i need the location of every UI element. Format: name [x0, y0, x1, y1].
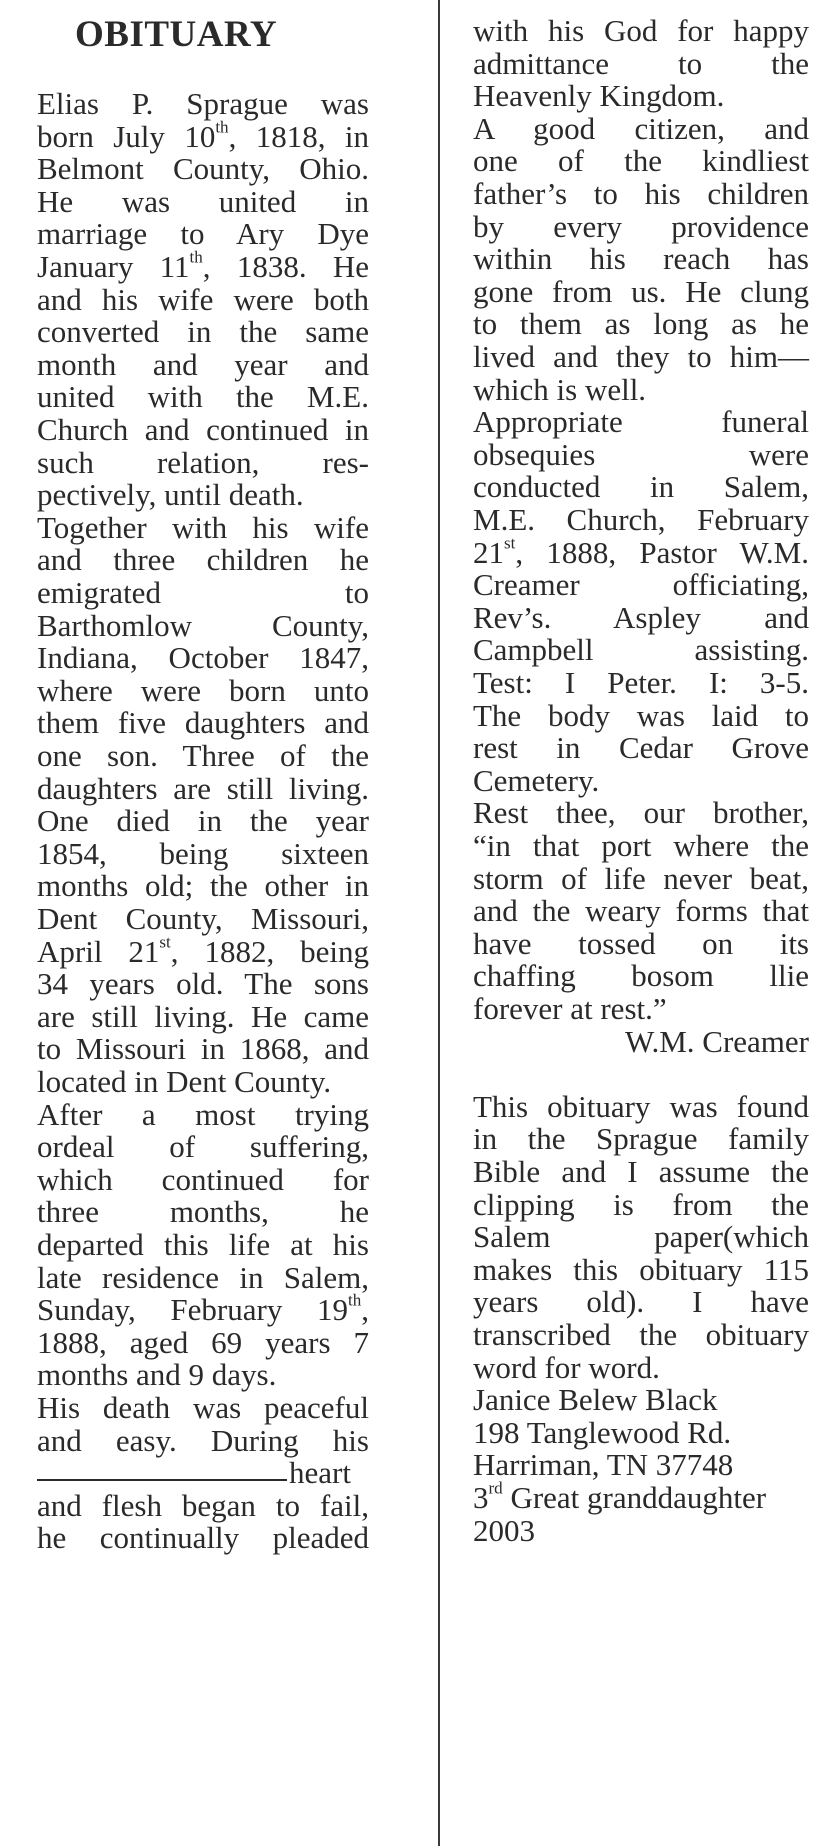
line-text: gone from us. He clung	[473, 273, 809, 309]
line-text: converted in the same	[37, 314, 369, 350]
line-text: Creamer officiating,	[473, 567, 809, 603]
line-text: 198 Tanglewood Rd.	[473, 1414, 732, 1450]
column-divider	[438, 0, 440, 1846]
line-text: January 11	[37, 249, 190, 284]
line-text: forever at rest.”	[473, 991, 667, 1026]
text-line	[473, 1512, 809, 1550]
line-text: Campbell assisting.	[473, 632, 809, 668]
line-text: Rev’s. Aspley and	[473, 599, 809, 635]
line-text: “in that port where the	[473, 828, 809, 863]
line-text: , 1882, being	[170, 933, 369, 969]
blank-rule	[37, 1479, 287, 1481]
line-text: Great granddaughter	[502, 1480, 767, 1515]
line-text: Appropriate funeral	[473, 404, 809, 440]
line-text: Church and continued in	[37, 412, 369, 447]
line-text: Harriman, TN 37748	[473, 1447, 734, 1483]
text-line	[37, 1519, 369, 1557]
line-text: united with the M.E.	[37, 379, 369, 415]
line-text: Cemetery.	[473, 762, 600, 798]
line-text: 1888, aged 69 years 7	[37, 1324, 369, 1360]
line-text: such relation, res-	[37, 444, 369, 480]
line-text: born July 10	[37, 118, 216, 154]
line-text: W.M. Creamer	[625, 1023, 809, 1059]
line-text: marriage to Ary Dye	[37, 216, 369, 252]
line-text: April 21	[37, 933, 160, 969]
line-text: years old). I have	[473, 1284, 809, 1320]
superscript: th	[189, 247, 203, 267]
superscript: st	[159, 932, 171, 952]
line-text: makes this obituary 115	[473, 1251, 809, 1287]
line-text: rest in Cedar Grove	[473, 730, 809, 766]
line-text: one son. Three of the	[37, 738, 369, 773]
line-text: storm of life never beat,	[473, 860, 809, 896]
superscript: rd	[488, 1478, 503, 1498]
line-text: M.E. Church, February	[473, 502, 809, 537]
line-text: 2003	[473, 1512, 535, 1548]
line-text: Rest thee, our brother,	[473, 795, 809, 831]
line-text: where were born unto	[37, 672, 369, 708]
line-text: which is well.	[473, 371, 647, 407]
line-text: word for word.	[473, 1349, 660, 1385]
line-text: one of the kindliest	[473, 143, 809, 179]
line-text: obsequies were	[473, 436, 809, 472]
line-text: Janice Belew Black	[473, 1382, 718, 1418]
superscript: th	[348, 1290, 362, 1310]
line-text: located in Dent County.	[37, 1064, 332, 1099]
line-text: Indiana, October 1847,	[37, 640, 369, 676]
line-text: He was united in	[37, 183, 369, 219]
line-text: late residence in Salem,	[37, 1259, 369, 1295]
line-text: Heavenly Kingdom.	[473, 78, 725, 114]
line-text: A good citizen, and	[473, 110, 809, 146]
line-text: have tossed on its	[473, 925, 809, 961]
line-text: are still living. He came	[37, 998, 369, 1034]
line-text: them five daughters and	[37, 705, 369, 741]
line-text: months old; the other in	[37, 868, 369, 904]
line-text: to them as long as he	[473, 306, 809, 342]
line-text: and the weary forms that	[473, 893, 809, 929]
line-text: and three children he	[37, 542, 369, 578]
line-text: ,	[361, 1292, 369, 1328]
line-text: conducted in Salem,	[473, 469, 809, 505]
superscript: st	[504, 533, 516, 553]
line-text: by every providence	[473, 208, 809, 244]
line-text: , 1838. He	[202, 249, 369, 284]
line-text: , 1818, in	[228, 118, 369, 154]
line-text: pectively, until death.	[37, 477, 304, 513]
line-text: to Missouri in 1868, and	[37, 1031, 369, 1067]
line-text: admittance to the	[473, 45, 809, 81]
line-text: he continually pleaded	[37, 1520, 369, 1556]
line-text: three months, he	[37, 1194, 369, 1230]
line-text: 1854, being sixteen	[37, 835, 369, 871]
line-text: which continued for	[37, 1161, 369, 1197]
line-text: Test: I Peter. I: 3-5.	[473, 665, 809, 700]
line-text: , 1888, Pastor W.M.	[515, 534, 809, 570]
line-text: 3	[473, 1480, 489, 1515]
line-text: in the Sprague family	[473, 1121, 809, 1157]
line-text: and flesh began to fail,	[37, 1487, 369, 1523]
line-text: and easy. During his	[37, 1422, 369, 1458]
line-text: within his reach has	[473, 241, 809, 277]
line-text: transcribed the obituary	[473, 1317, 809, 1352]
line-text: emigrated to	[37, 575, 369, 610]
line-text: ordeal of suffering,	[37, 1129, 369, 1165]
line-text: 21	[473, 534, 504, 570]
line-text: Bible and I assume the	[473, 1154, 809, 1189]
line-text: with his God for happy	[473, 13, 809, 48]
superscript: th	[215, 117, 229, 137]
line-text: His death was peaceful	[37, 1390, 369, 1425]
line-text: months and 9 days.	[37, 1357, 277, 1393]
line-text: This obituary was found	[473, 1088, 809, 1124]
line-text: chaffing bosom llie	[473, 958, 809, 994]
line-text: and his wife were both	[37, 281, 369, 317]
line-text: 34 years old. The sons	[37, 966, 369, 1002]
line-text: Salem paper(which	[473, 1219, 809, 1255]
line-text: month and year and	[37, 346, 369, 382]
line-text: daughters are still living.	[37, 770, 369, 806]
line-text: Belmont County, Ohio.	[37, 151, 369, 187]
line-text: heart	[289, 1455, 351, 1491]
line-text: Together with his wife	[37, 509, 369, 545]
line-text: departed this life at his	[37, 1227, 369, 1262]
line-text: Sunday, February 19	[37, 1292, 348, 1328]
line-text: The body was laid to	[473, 697, 809, 733]
page-title: OBITUARY	[75, 14, 278, 55]
line-text: father’s to his children	[473, 176, 809, 211]
line-text: clipping is from the	[473, 1186, 809, 1222]
line-text: Barthomlow County,	[37, 607, 369, 643]
line-text: Dent County, Missouri,	[37, 901, 369, 936]
line-text: lived and they to him—	[473, 339, 809, 374]
line-text: Elias P. Sprague was	[37, 86, 369, 121]
line-text: After a most trying	[37, 1096, 369, 1132]
line-text: One died in the year	[37, 803, 369, 839]
